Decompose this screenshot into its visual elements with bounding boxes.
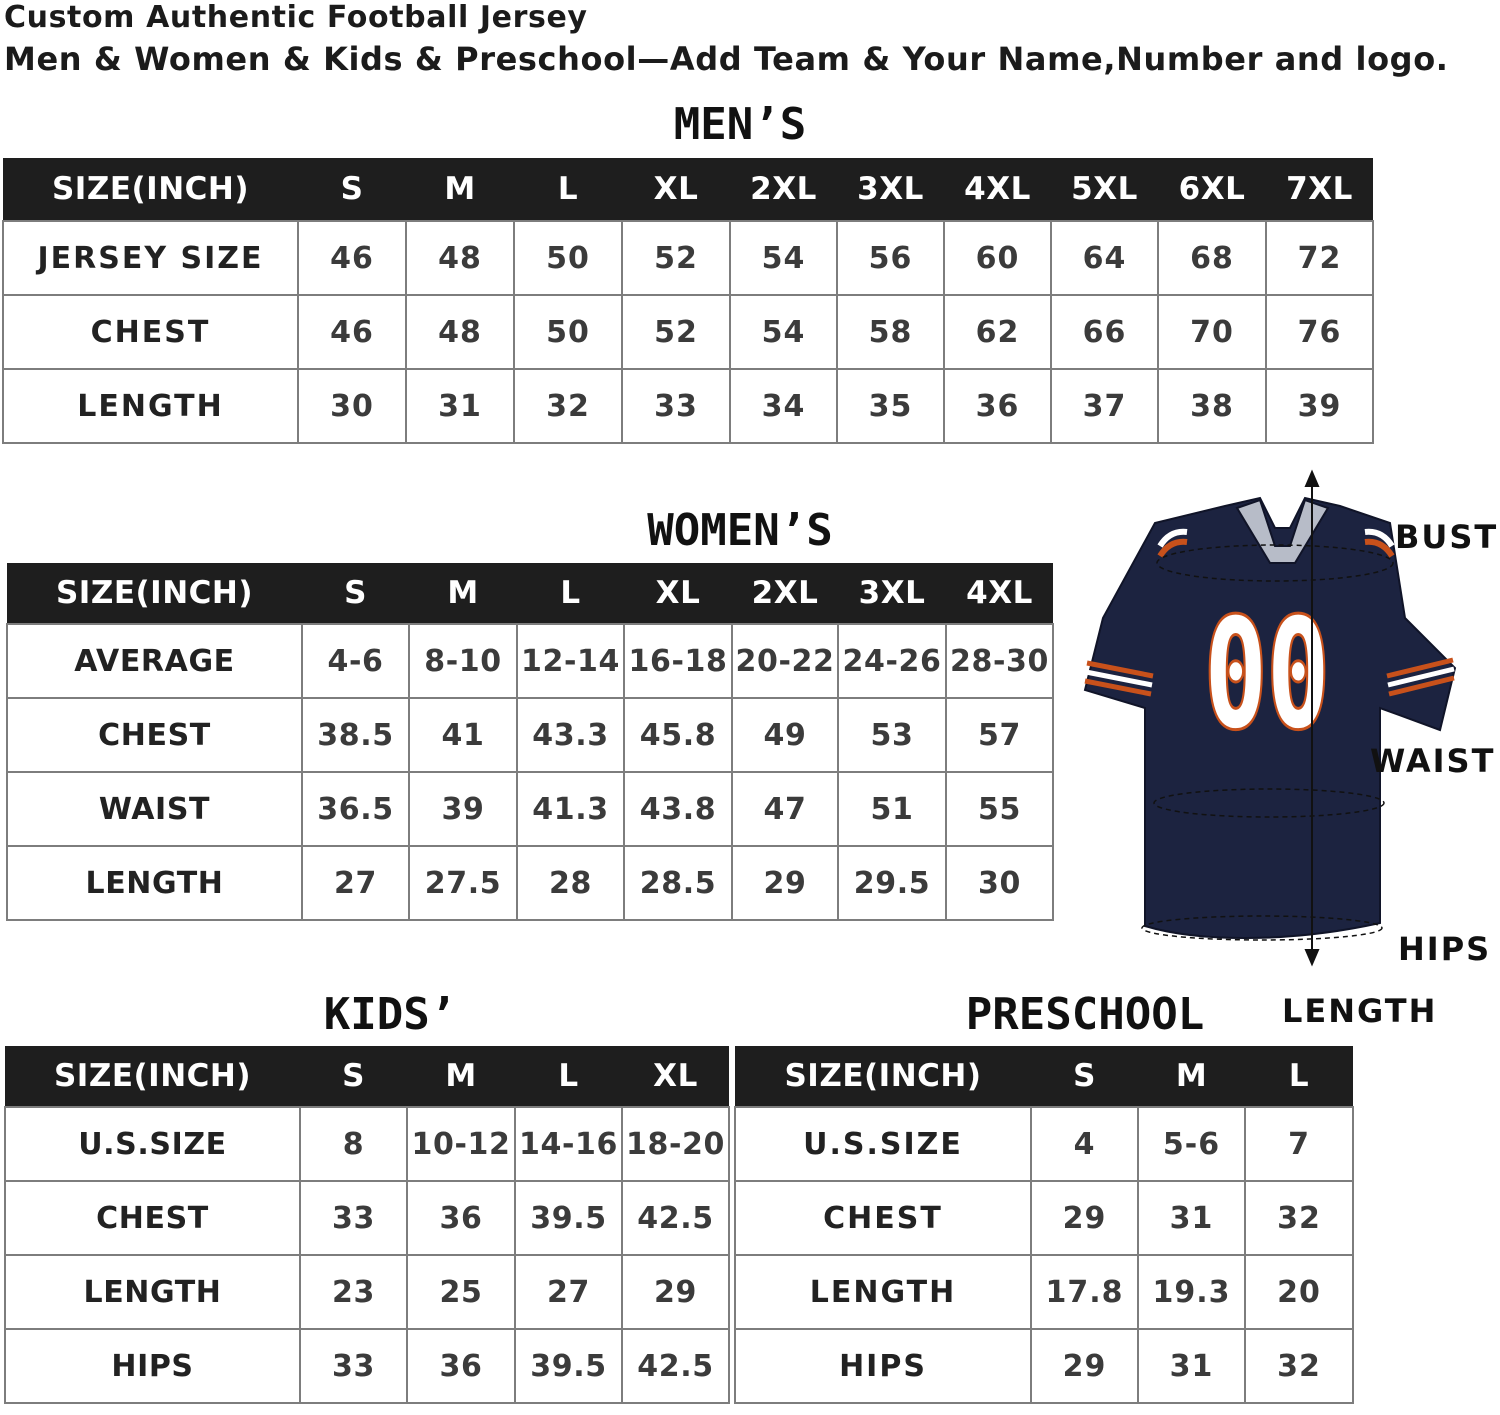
table-row: [5, 1329, 729, 1403]
table-cell: 7: [1245, 1107, 1353, 1181]
column-header-size: M: [1138, 1046, 1245, 1107]
row-label: CHEST: [5, 1181, 300, 1255]
table-cell: 47: [732, 772, 838, 846]
table-cell: 30: [298, 369, 406, 443]
table-cell: 14-16: [515, 1107, 622, 1181]
table-cell: 36: [407, 1181, 515, 1255]
row-label: U.S.SIZE: [5, 1107, 300, 1181]
table-cell: 4-6: [302, 624, 409, 698]
table-cell: 54: [730, 221, 837, 295]
preschool-title: PRESCHOOL: [965, 989, 1205, 1040]
table-row: [5, 1107, 729, 1181]
table-header-row: [7, 563, 1053, 624]
table-cell: 31: [1138, 1181, 1245, 1255]
table-cell: 29: [622, 1255, 729, 1329]
table-cell: 48: [406, 295, 514, 369]
table-header-row: [5, 1046, 729, 1107]
table-cell: 31: [1138, 1329, 1245, 1403]
table-cell: 52: [622, 295, 730, 369]
table-cell: 16-18: [624, 624, 732, 698]
table-cell: 32: [1245, 1329, 1353, 1403]
column-header-size: XL: [624, 563, 732, 624]
table-cell: 72: [1266, 221, 1373, 295]
table-cell: 35: [837, 369, 944, 443]
page-heading: Custom Authentic Football Jersey: [4, 0, 588, 35]
table-cell: 27.5: [409, 846, 517, 920]
table-cell: 32: [514, 369, 622, 443]
table-row: [3, 369, 1373, 443]
table-cell: 41: [409, 698, 517, 772]
column-header-size: 5XL: [1051, 158, 1158, 221]
table-cell: 30: [946, 846, 1053, 920]
column-header-size: XL: [622, 1046, 729, 1107]
column-header-size: L: [515, 1046, 622, 1107]
column-header-size: XL: [622, 158, 730, 221]
table-cell: 41.3: [517, 772, 624, 846]
table-cell: 31: [406, 369, 514, 443]
table-cell: 62: [944, 295, 1051, 369]
table-cell: 37: [1051, 369, 1158, 443]
table-cell: 49: [732, 698, 838, 772]
table-cell: 43.3: [517, 698, 624, 772]
table-row: [7, 846, 1053, 920]
column-header-size: 2XL: [732, 563, 838, 624]
kids-title: KIDS’: [323, 989, 457, 1040]
table-cell: 39: [409, 772, 517, 846]
womens-size-table: [6, 563, 1054, 921]
table-row: [3, 221, 1373, 295]
row-label: LENGTH: [735, 1255, 1031, 1329]
table-cell: 34: [730, 369, 837, 443]
waist-label: WAIST: [1370, 742, 1496, 780]
table-cell: 36: [944, 369, 1051, 443]
table-cell: 36: [407, 1329, 515, 1403]
table-cell: 10-12: [407, 1107, 515, 1181]
table-cell: 24-26: [838, 624, 946, 698]
column-header-size: 2XL: [730, 158, 837, 221]
column-header-size: M: [406, 158, 514, 221]
table-cell: 64: [1051, 221, 1158, 295]
table-cell: 19.3: [1138, 1255, 1245, 1329]
table-row: [5, 1181, 729, 1255]
table-cell: 29: [1031, 1181, 1138, 1255]
column-header-size: 4XL: [944, 158, 1051, 221]
column-header-size: L: [514, 158, 622, 221]
table-cell: 51: [838, 772, 946, 846]
row-label: U.S.SIZE: [735, 1107, 1031, 1181]
column-header-size: 3XL: [837, 158, 944, 221]
table-cell: 70: [1158, 295, 1266, 369]
column-header-size: M: [407, 1046, 515, 1107]
row-label: AVERAGE: [7, 624, 302, 698]
column-header-size-inch: SIZE(INCH): [5, 1046, 300, 1107]
table-cell: 25: [407, 1255, 515, 1329]
column-header-size: S: [298, 158, 406, 221]
column-header-size-inch: SIZE(INCH): [7, 563, 302, 624]
row-label: LENGTH: [5, 1255, 300, 1329]
table-cell: 53: [838, 698, 946, 772]
table-row: [7, 772, 1053, 846]
row-label: WAIST: [7, 772, 302, 846]
table-cell: 39: [1266, 369, 1373, 443]
womens-title: WOMEN’S: [647, 505, 833, 556]
table-cell: 8-10: [409, 624, 517, 698]
table-header-row: [3, 158, 1373, 221]
table-cell: 66: [1051, 295, 1158, 369]
row-label: LENGTH: [3, 369, 298, 443]
table-row: [735, 1255, 1353, 1329]
table-cell: 5-6: [1138, 1107, 1245, 1181]
table-cell: 4: [1031, 1107, 1138, 1181]
table-cell: 12-14: [517, 624, 624, 698]
table-cell: 39.5: [515, 1329, 622, 1403]
table-cell: 33: [300, 1181, 407, 1255]
bust-label: BUST: [1395, 518, 1499, 556]
row-label: CHEST: [735, 1181, 1031, 1255]
table-cell: 68: [1158, 221, 1266, 295]
kids-size-table: [4, 1046, 730, 1404]
table-cell: 28-30: [946, 624, 1053, 698]
table-row: [735, 1329, 1353, 1403]
table-cell: 50: [514, 295, 622, 369]
row-label: JERSEY SIZE: [3, 221, 298, 295]
table-cell: 55: [946, 772, 1053, 846]
length-label: LENGTH: [1282, 992, 1438, 1030]
table-cell: 38.5: [302, 698, 409, 772]
table-header-row: [735, 1046, 1353, 1107]
table-cell: 29.5: [838, 846, 946, 920]
table-row: [7, 698, 1053, 772]
table-cell: 18-20: [622, 1107, 729, 1181]
table-cell: 32: [1245, 1181, 1353, 1255]
table-cell: 46: [298, 221, 406, 295]
hips-label: HIPS: [1398, 930, 1492, 968]
column-header-size: 6XL: [1158, 158, 1266, 221]
table-cell: 17.8: [1031, 1255, 1138, 1329]
table-cell: 56: [837, 221, 944, 295]
table-cell: 60: [944, 221, 1051, 295]
table-cell: 52: [622, 221, 730, 295]
table-cell: 33: [300, 1329, 407, 1403]
table-cell: 42.5: [622, 1181, 729, 1255]
column-header-size: 7XL: [1266, 158, 1373, 221]
table-cell: 27: [302, 846, 409, 920]
table-cell: 50: [514, 221, 622, 295]
table-cell: 42.5: [622, 1329, 729, 1403]
table-cell: 29: [732, 846, 838, 920]
table-row: [7, 624, 1053, 698]
mens-size-table: [2, 158, 1374, 444]
column-header-size: L: [1245, 1046, 1353, 1107]
column-header-size: 4XL: [946, 563, 1053, 624]
table-cell: 28.5: [624, 846, 732, 920]
column-header-size: M: [409, 563, 517, 624]
table-cell: 39.5: [515, 1181, 622, 1255]
row-label: CHEST: [7, 698, 302, 772]
column-header-size: S: [302, 563, 409, 624]
table-cell: 54: [730, 295, 837, 369]
table-cell: 33: [622, 369, 730, 443]
column-header-size-inch: SIZE(INCH): [3, 158, 298, 221]
table-cell: 48: [406, 221, 514, 295]
column-header-size: L: [517, 563, 624, 624]
column-header-size: 3XL: [838, 563, 946, 624]
table-cell: 57: [946, 698, 1053, 772]
page-subheading: Men & Women & Kids & Preschool—Add Team & Your Name,Number and logo.: [4, 40, 1449, 78]
mens-title: MEN’S: [673, 99, 807, 150]
row-label: HIPS: [5, 1329, 300, 1403]
table-row: [5, 1255, 729, 1329]
table-cell: 27: [515, 1255, 622, 1329]
table-cell: 20-22: [732, 624, 838, 698]
table-row: [735, 1181, 1353, 1255]
column-header-size: S: [1031, 1046, 1138, 1107]
table-cell: 36.5: [302, 772, 409, 846]
row-label: LENGTH: [7, 846, 302, 920]
row-label: CHEST: [3, 295, 298, 369]
table-cell: 28: [517, 846, 624, 920]
table-row: [735, 1107, 1353, 1181]
table-cell: 38: [1158, 369, 1266, 443]
table-cell: 76: [1266, 295, 1373, 369]
column-header-size-inch: SIZE(INCH): [735, 1046, 1031, 1107]
table-row: [3, 295, 1373, 369]
table-cell: 23: [300, 1255, 407, 1329]
table-cell: 58: [837, 295, 944, 369]
table-cell: 20: [1245, 1255, 1353, 1329]
jersey-number: 00: [1204, 588, 1330, 762]
column-header-size: S: [300, 1046, 407, 1107]
table-cell: 46: [298, 295, 406, 369]
preschool-size-table: [734, 1046, 1354, 1404]
row-label: HIPS: [735, 1329, 1031, 1403]
table-cell: 43.8: [624, 772, 732, 846]
table-cell: 8: [300, 1107, 407, 1181]
table-cell: 29: [1031, 1329, 1138, 1403]
table-cell: 45.8: [624, 698, 732, 772]
